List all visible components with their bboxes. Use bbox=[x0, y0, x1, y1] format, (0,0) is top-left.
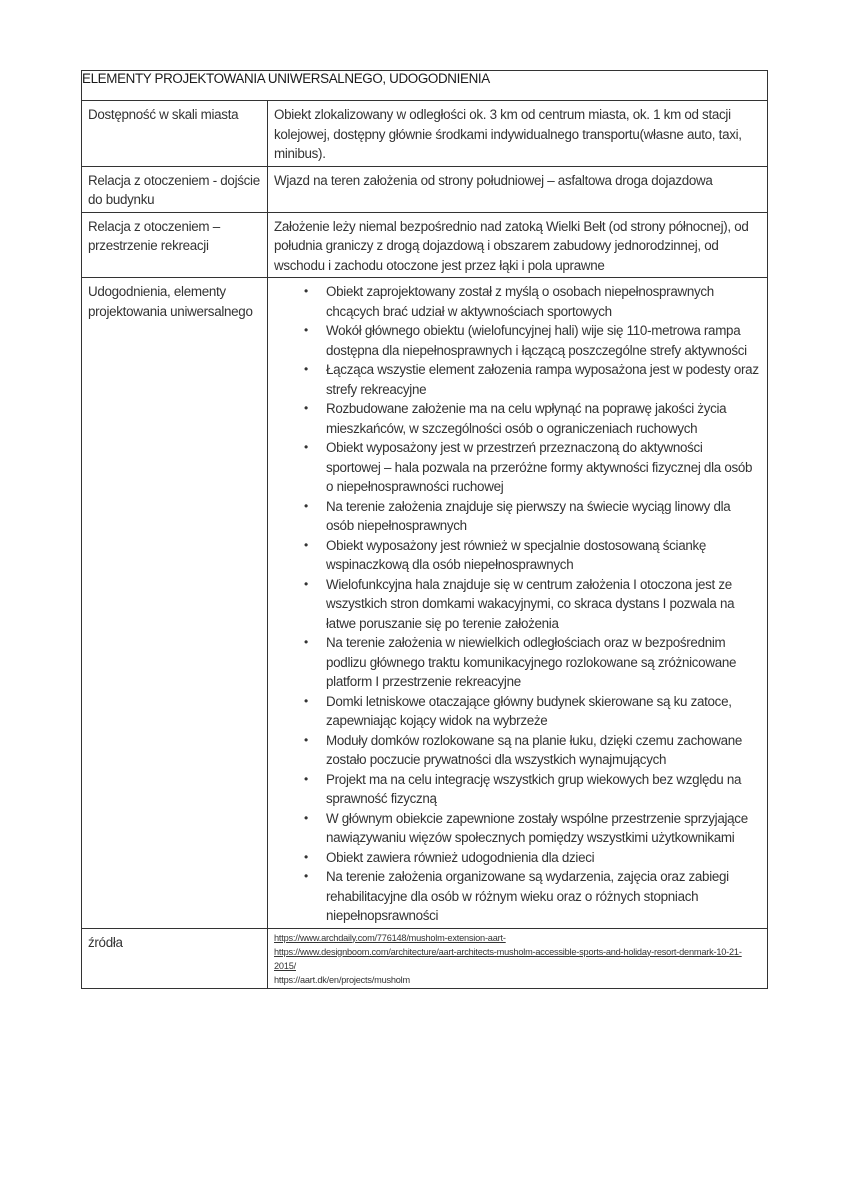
amenity-item bbox=[274, 633, 761, 692]
bullet-icon: • bbox=[304, 323, 308, 337]
amenity-text: Obiekt zaprojektowany został z myślą o osobach niepełnosprawnych chcących brać udział w aktywnościach sportowych bbox=[326, 284, 714, 319]
amenity-item bbox=[274, 731, 761, 770]
source-text: https://aart.dk/en/projects/musholm bbox=[274, 974, 410, 985]
bullet-icon: • bbox=[304, 869, 308, 883]
sources-row bbox=[82, 928, 768, 988]
source-link[interactable]: https://www.archdaily.com/776148/musholm-extension-aart- bbox=[274, 932, 506, 943]
bullet-icon: • bbox=[304, 576, 308, 591]
sources-label: źródła bbox=[82, 928, 268, 988]
amenity-text: Moduły domków rozlokowane są na planie łuku, dzięki czemu zachowane zostało poczucie prywatności dla wszystkich wynajmujących bbox=[326, 732, 743, 767]
amenity-text: Obiekt wyposażony jest w przestrzeń przeznaczoną do aktywności sportowej – hala pozwala na przeróżne formy aktywności fizycznej dla osób o niepełnosprawności ruchowej bbox=[326, 440, 753, 494]
row-value: Założenie leży niemal bezpośrednio nad zatoką Wielki Bełt (od strony północnej), od południa graniczy z drogą dojazdową i obszarem zabudowy jednorodzinnej, od wschodu i zachodu otoczone jest przez łąki i pola uprawne bbox=[268, 212, 768, 278]
table-row bbox=[82, 166, 768, 212]
amenity-text: Rozbudowane założenie ma na celu wpłynąć na poprawę jakości życia mieszkańców, w szczególności osób o ograniczeniach ruchowych bbox=[326, 401, 727, 436]
amenity-item bbox=[274, 848, 761, 868]
amenity-item bbox=[274, 867, 761, 926]
amenity-item bbox=[274, 575, 761, 634]
amenities-list bbox=[274, 282, 761, 926]
amenities-cell bbox=[268, 278, 768, 929]
bullet-icon: • bbox=[304, 732, 308, 747]
accessibility-table bbox=[81, 70, 768, 989]
amenity-text: Obiekt zawiera również udogodnienia dla dzieci bbox=[326, 849, 595, 865]
amenity-item bbox=[274, 360, 761, 399]
row-label: Dostępność w skali miasta bbox=[82, 101, 268, 167]
row-label: Relacja z otoczeniem - dojście do budynku bbox=[82, 166, 268, 212]
amenity-text: Obiekt wyposażony jest również w specjalnie dostosowaną ściankę wspinaczkową dla osób niepełnosprawnych bbox=[326, 537, 707, 572]
amenity-text: Na terenie założenia znajduje się pierwszy na świecie wyciąg linowy dla osób niepełnosprawnych bbox=[326, 498, 731, 533]
bullet-icon: • bbox=[304, 849, 308, 864]
amenities-row bbox=[82, 278, 768, 929]
bullet-icon: • bbox=[304, 362, 308, 376]
sources-cell bbox=[268, 928, 768, 988]
amenity-text: Na terenie założenia w niewielkich odległościach oraz w bezpośrednim podlizu głównego traktu komunikacyjnego rozlokowane są zróżnicowane platform I przestrzenie rekreacyjne bbox=[326, 635, 737, 689]
amenity-item bbox=[274, 497, 761, 536]
bullet-icon: • bbox=[304, 537, 308, 552]
table-header: ELEMENTY PROJEKTOWANIA UNIWERSALNEGO, UDOGODNIENIA bbox=[82, 71, 768, 101]
amenity-item bbox=[274, 399, 761, 438]
table-row bbox=[82, 212, 768, 278]
amenity-text: Wokół głównego obiektu (wielofuncyjnej hali) wije się 110-metrowa rampa dostępna dla niepełnosprawnych i łączącą poszczególne strefy aktywności bbox=[326, 323, 747, 358]
bullet-icon: • bbox=[304, 635, 308, 649]
source-link[interactable]: https://www.designboom.com/architecture/aart-architects-musholm-accessible-sports-and-holiday-resort-denmark-10-21-2015/ bbox=[274, 946, 742, 971]
bullet-icon: • bbox=[304, 401, 308, 415]
amenity-text: Na terenie założenia organizowane są wydarzenia, zajęcia oraz zabiegi rehabilitacyjne dla osób w różnym wieku oraz o różnych stopniach niepełnopsrawności bbox=[326, 869, 729, 923]
bullet-icon: • bbox=[304, 498, 308, 513]
amenity-item bbox=[274, 692, 761, 731]
bullet-icon: • bbox=[304, 810, 308, 825]
amenity-item bbox=[274, 809, 761, 848]
amenity-item bbox=[274, 321, 761, 360]
amenity-text: Projekt ma na celu integrację wszystkich grup wiekowych bez względu na sprawność fizyczną bbox=[326, 771, 742, 806]
row-value: Obiekt zlokalizowany w odległości ok. 3 km od centrum miasta, ok. 1 km od stacji kolejowej, dostępny głównie środkami indywidualnego transportu(własne auto, taxi, minibus). bbox=[268, 101, 768, 167]
table-row bbox=[82, 101, 768, 167]
amenity-text: Wielofunkcyjna hala znajduje się w centrum założenia I otoczona jest ze wszystkich stron domkami wakacyjnymi, co skraca dystans I pozwala na łatwe poruszanie się po terenie założenia bbox=[326, 576, 735, 631]
table-header-row bbox=[82, 71, 768, 101]
bullet-icon: • bbox=[304, 440, 308, 454]
amenity-item bbox=[274, 282, 761, 321]
amenity-text: Domki letniskowe otaczające główny budynek skierowane są ku zatoce, zapewniając kojący widok na wybrzeże bbox=[326, 693, 732, 728]
bullet-icon: • bbox=[304, 284, 308, 298]
bullet-icon: • bbox=[304, 693, 308, 708]
row-value: Wjazd na teren założenia od strony południowej – asfaltowa droga dojazdowa bbox=[268, 166, 768, 212]
bullet-icon: • bbox=[304, 771, 308, 786]
amenity-text: Łącząca wszystie element załozenia rampa wyposażona jest w podesty oraz strefy rekreacyjne bbox=[326, 362, 759, 397]
amenity-item bbox=[274, 438, 761, 497]
amenity-item bbox=[274, 536, 761, 575]
amenity-item bbox=[274, 770, 761, 809]
amenities-label: Udogodnienia, elementy projektowania uniwersalnego bbox=[82, 278, 268, 929]
amenity-text: W głównym obiekcie zapewnione zostały wspólne przestrzenie sprzyjające nawiązywaniu więzów społecznych pomiędzy wszystkimi użytkownikami bbox=[326, 810, 748, 845]
row-label: Relacja z otoczeniem – przestrzenie rekreacji bbox=[82, 212, 268, 278]
